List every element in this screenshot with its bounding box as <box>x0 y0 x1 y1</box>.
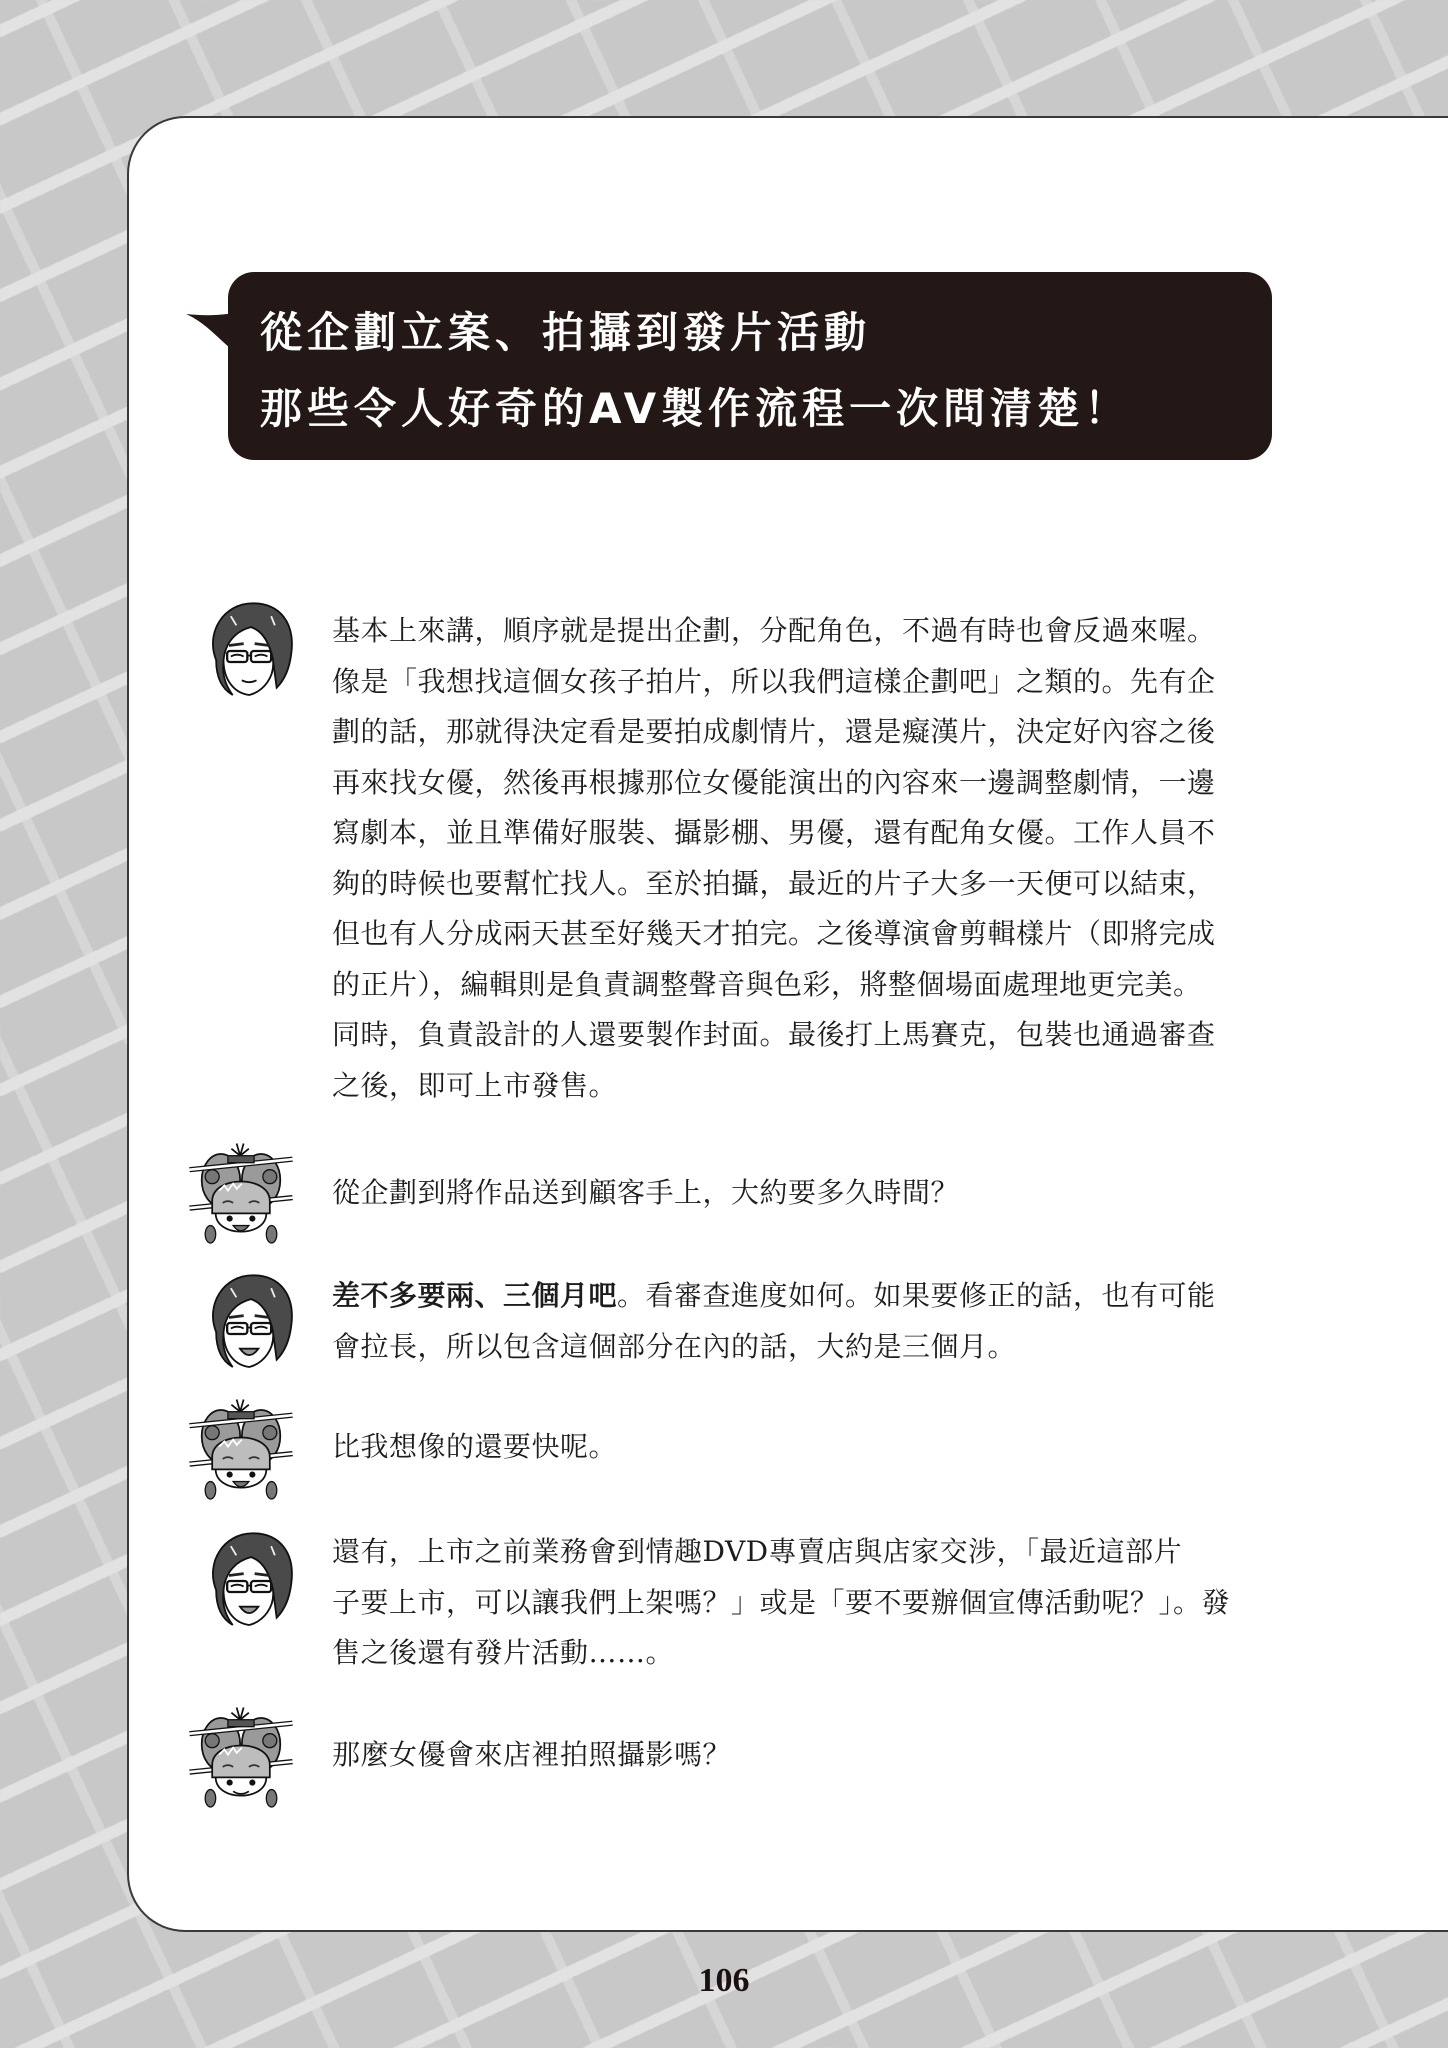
dialogue-answer-1: 基本上來講，順序就是提出企劃，分配角色，不過有時也會反過來喔。 像是「我想找這個女孩子拍片，所以我們這樣企劃吧」之類的。先有企 劃的話，那就得決定看是要拍成劇情片，還是癡漢片，決定好內容之後 再來找女優，然後再根據那位女優能演出的內容來一邊調整劇情，一邊 寫劇本，並且準備好服裝、攝影棚、男優，還有配角女優。工作人員不 夠的時候也要幫忙找人。至於拍攝，最近的片子大多一天便可以結束， 但也有人分成兩天甚至好幾天才拍完。之後導演會剪輯樣片（即將完成 的正片），編輯則是負責調整聲音與色彩，將整個場面處理地更完美。 同時，負責設計的人還要製作封面。最後打上馬賽克，包裝也通過審查 之後，即可上市發售。 <box>332 614 1216 1102</box>
dialogue-answer-3: 還有，上市之前業務會到情趣DVD專賣店與店家交涉，「最近這部片 子要上市，可以讓我們上架嗎？」或是「要不要辦個宣傳活動呢？」。發 售之後還有發片活動……。 <box>332 1535 1231 1669</box>
dialogue-question-1: 從企劃到將作品送到顧客手上，大約要多久時間？ <box>332 1176 960 1209</box>
glasses-woman-avatar <box>196 1268 306 1378</box>
geisha-girl-avatar <box>186 1140 296 1250</box>
header-title-line-2: 那些令人好奇的AV製作流程一次問清楚！ <box>260 384 1132 433</box>
geisha-girl-avatar <box>186 1704 296 1814</box>
dialogue-question-2: 比我想像的還要快呢。 <box>332 1430 618 1463</box>
header-speech-bubble <box>228 272 1272 460</box>
dialogue-answer-2: 差不多要兩、三個月吧。看審查進度如何。如果要修正的話，也有可能 會拉長，所以包含這個部分在內的話，大約是三個月。 <box>332 1279 1216 1363</box>
glasses-woman-avatar <box>196 1526 306 1636</box>
dialogue-question-3: 那麼女優會來店裡拍照攝影嗎？ <box>332 1738 732 1771</box>
header-title-line-1: 從企劃立案、拍攝到發片活動 <box>260 308 872 357</box>
page-number: 106 <box>698 1962 750 1999</box>
geisha-girl-avatar <box>186 1396 296 1506</box>
emphasis-text: 差不多要兩、三個月吧 <box>332 1279 618 1312</box>
glasses-woman-avatar <box>196 596 306 706</box>
